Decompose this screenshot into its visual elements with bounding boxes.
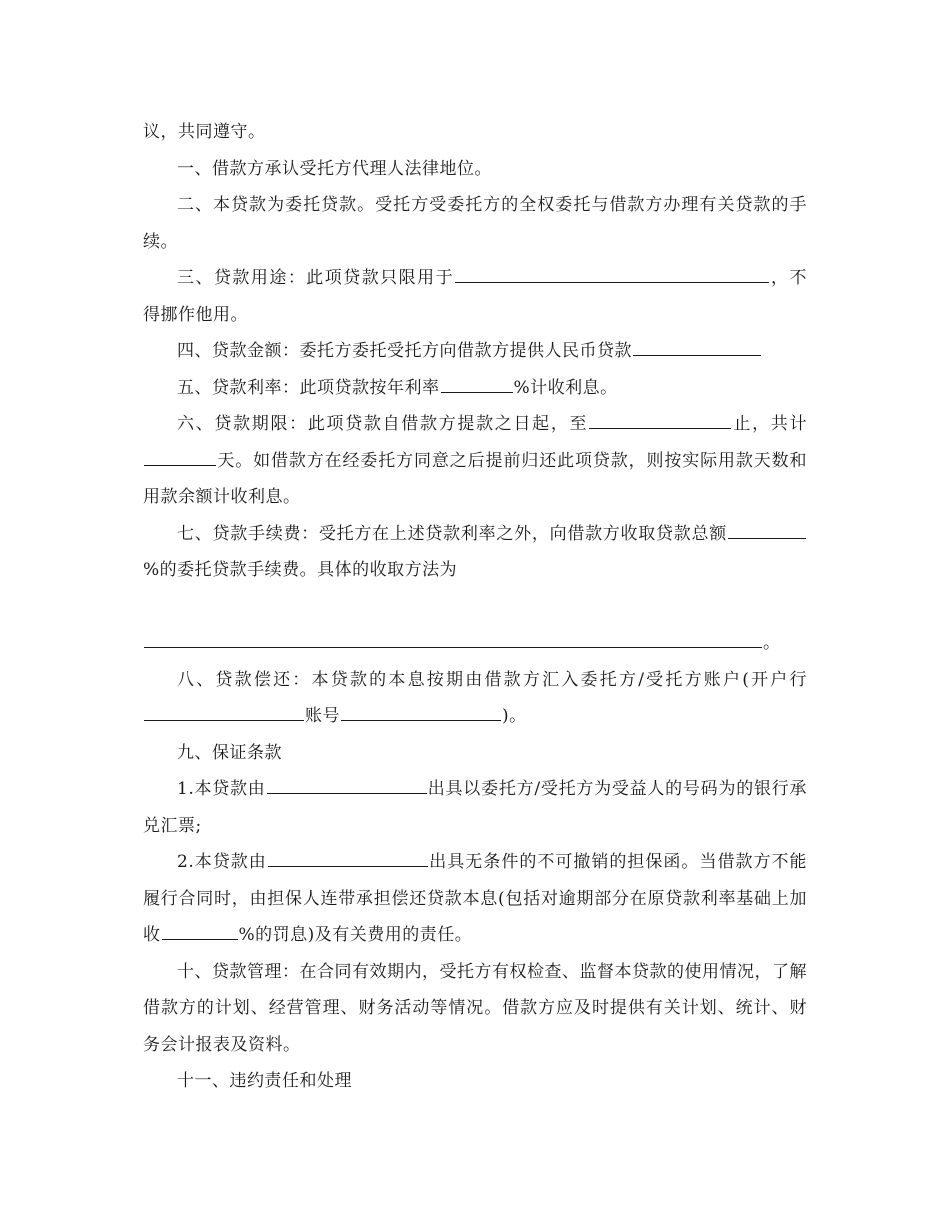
- clause-9-2: 2.本贷款由 出具无条件的不可撤销的担保函。当借款方不能履行合同时，由担保人连带承担偿还贷款本息(包括对逾期部分在原贷款利率基础上加收 %的罚息)及有关费用的责任。: [143, 852, 807, 945]
- clause-7: 七、贷款手续费：受托方在上述贷款利率之外，向借款方收取贷款总额%的委托贷款手续费。具体的收取方法为: [143, 516, 807, 589]
- clause-3: 三、贷款用途：此项贷款只限用于 ，不得挪作他用。: [143, 268, 808, 325]
- account-number-blank[interactable]: [341, 719, 501, 721]
- fee-method-line: 。: [143, 625, 807, 662]
- clause-9: 九、保证条款: [177, 742, 282, 763]
- clause-9-1: 1.本贷款由 出具以委托方/受托方为受益人的号码为的银行承兑汇票;: [143, 779, 807, 836]
- loan-end-date-blank[interactable]: [589, 427, 731, 429]
- loan-days-blank[interactable]: [144, 464, 216, 466]
- clause-5: 五、贷款利率：此项贷款按年利率 %计收利息。: [177, 377, 618, 398]
- guarantor-blank[interactable]: [268, 865, 428, 867]
- interest-rate-blank[interactable]: [441, 391, 513, 393]
- continuation-line: 议，共同遵守。: [143, 122, 266, 142]
- loan-amount-blank[interactable]: [633, 354, 761, 356]
- clause-8: 八、贷款偿还：本贷款的本息按期由借款方汇入委托方/受托方账户(开户行账号 )。: [143, 662, 807, 735]
- bank-name-blank[interactable]: [144, 719, 304, 721]
- clause-6: 六、贷款期限：此项贷款自借款方提款之日起，至 止，共计天。如借款方在经委托方同意之后提前归还此项贷款，则按实际用款天数和用款余额计收利息。: [143, 414, 808, 507]
- loan-purpose-blank[interactable]: [455, 281, 769, 283]
- draft-issuer-blank[interactable]: [267, 792, 427, 794]
- clause-1: 一、借款方承认受托方代理人法律地位。: [177, 158, 492, 179]
- clause-11: 十一、违约责任和处理: [177, 1071, 352, 1091]
- clause-2: 二、本贷款为委托贷款。受托方受委托方的全权委托与借款方办理有关贷款的手续。: [143, 195, 807, 252]
- contract-body: [143, 114, 807, 1100]
- clause-4: 四、贷款金额：委托方委托受托方向借款方提供人民币贷款: [143, 333, 807, 370]
- clause-10: 十、贷款管理：在合同有效期内，受托方有权检查、监督本贷款的使用情况，了解借款方的计划、经营管理、财务活动等情况。借款方应及时提供有关计划、统计、财务会计报表及资料。: [143, 961, 807, 1055]
- fee-rate-blank[interactable]: [728, 537, 806, 539]
- fee-method-blank[interactable]: [144, 646, 762, 648]
- penalty-rate-blank[interactable]: [162, 938, 238, 940]
